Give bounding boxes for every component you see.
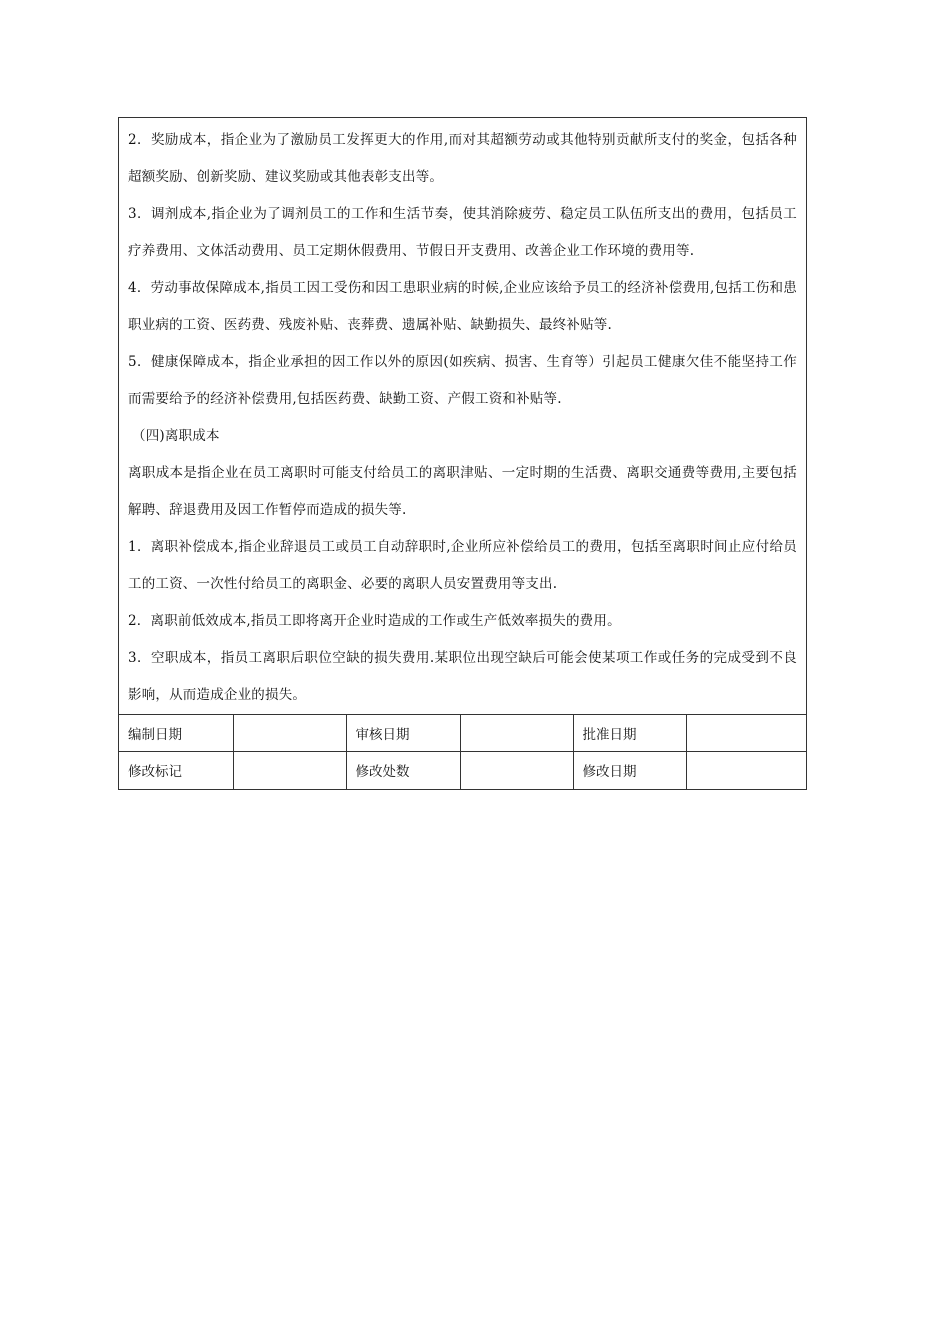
revision-date-label: 修改日期	[573, 752, 686, 789]
paragraph-vacancy-cost: 3．空职成本，指员工离职后职位空缺的损失费用.某职位出现空缺后可能会使某项工作或任务的完成受到不良影响，从而造成企业的损失。	[128, 650, 797, 703]
paragraph-separation-compensation: 1．离职补偿成本,指企业辞退员工或员工自动辞职时,企业所应补偿给员工的费用，包括至离职时间止应付给员工的工资、一次性付给员工的离职金、必要的离职人员安置费用等支出.	[128, 539, 797, 592]
paragraph-separation-cost-intro: 离职成本是指企业在员工离职时可能支付给员工的离职津贴、一定时期的生活费、离职交通费等费用,主要包括解聘、辞退费用及因工作暂停而造成的损失等.	[128, 465, 797, 518]
table-row	[119, 715, 806, 752]
paragraph-adjustment-cost: 3．调剂成本,指企业为了调剂员工的工作和生活节奏，使其消除疲劳、稳定员工队伍所支出的费用，包括员工疗养费用、文体活动费用、员工定期休假费用、节假日开支费用、改善企业工作环境的费用等.	[128, 206, 797, 259]
approval-date-label: 批准日期	[573, 715, 686, 752]
paragraph-accident-cost: 4．劳动事故保障成本,指员工因工受伤和因工患职业病的时候,企业应该给予员工的经济补偿费用,包括工伤和患职业病的工资、医药费、残废补贴、丧葬费、遗属补贴、缺勤损失、最终补贴等.	[128, 280, 797, 333]
approval-date-value[interactable]	[686, 715, 806, 752]
paragraph-reward-cost: 2．奖励成本，指企业为了激励员工发挥更大的作用,而对其超额劳动或其他特别贡献所支付的奖金，包括各种超额奖励、创新奖励、建议奖励或其他表彰支出等。	[128, 132, 797, 185]
compile-date-value[interactable]	[233, 715, 346, 752]
table-row	[119, 752, 806, 789]
revision-mark-value[interactable]	[233, 752, 346, 789]
revision-count-label: 修改处数	[346, 752, 460, 789]
compile-date-label: 编制日期	[119, 715, 233, 752]
review-date-label: 审核日期	[346, 715, 460, 752]
paragraph-pre-separation-inefficiency: 2．离职前低效成本,指员工即将离开企业时造成的工作或生产低效率损失的费用。	[128, 613, 621, 629]
approval-table	[119, 714, 806, 789]
document-table	[118, 117, 807, 790]
paragraph-health-cost: 5．健康保障成本，指企业承担的因工作以外的原因(如疾病、损害、生育等）引起员工健康欠佳不能坚持工作而需要给予的经济补偿费用,包括医药费、缺勤工资、产假工资和补贴等.	[128, 354, 797, 407]
section-heading-separation-cost: （四)离职成本	[132, 428, 220, 444]
review-date-value[interactable]	[460, 715, 573, 752]
revision-count-value[interactable]	[460, 752, 573, 789]
revision-mark-label: 修改标记	[119, 752, 233, 789]
revision-date-value[interactable]	[686, 752, 806, 789]
body-content	[119, 118, 806, 714]
